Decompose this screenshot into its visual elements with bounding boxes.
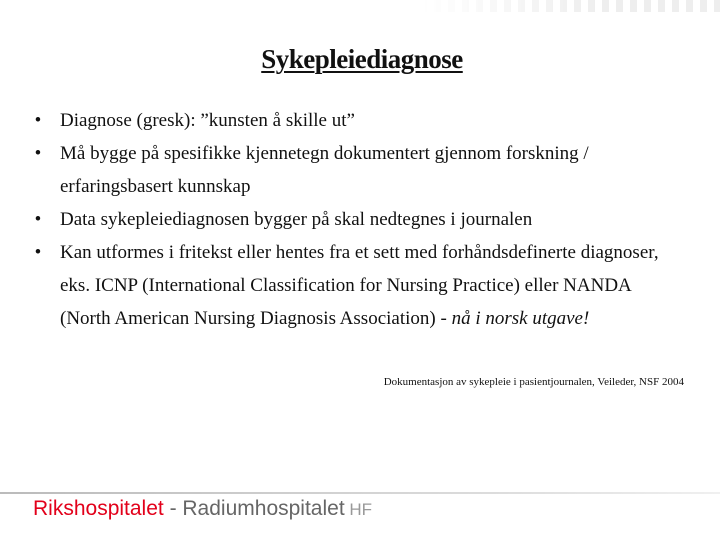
bullet-emphasis: nå i norsk utgave! [451,308,590,329]
bullet-dot-icon: • [34,242,42,263]
bullet-dot-icon: • [34,110,42,131]
bullet-text: Kan utformes i fritekst eller hentes fra et sett med forhåndsdefinerte diagnoser, eks. ICNP (International Classification for Nursing Practice) eller NANDA (North American Nursing Diagnosis Association) - [60,242,659,329]
bullet-dot-icon: • [34,143,42,164]
bullet-item [30,137,680,203]
bullet-item [30,236,680,335]
bullet-dot-icon: • [34,209,42,230]
slide-title: Sykepleiediagnose [261,44,463,74]
hospital-logo [33,497,372,521]
bullet-text: Data sykepleiediagnosen bygger på skal nedtegnes i journalen [60,209,533,230]
bullet-text: Må bygge på spesifikke kjennetegn dokumentert gjennom forskning / erfaringsbasert kunnskap [60,143,589,197]
bullet-list [30,104,680,335]
logo-part-rikshospitalet: Rikshospitalet [33,497,164,520]
logo-part-radiumhospitalet: - Radiumhospitalet [163,497,345,520]
decorative-stripes [420,0,720,12]
logo-part-hf: HF [344,500,373,519]
bullet-item [30,104,680,137]
footer-divider [0,492,720,494]
reference-citation: Dokumentasjon av sykepleie i pasientjournalen, Veileder, NSF 2004 [383,376,684,388]
bullet-item [30,203,680,236]
bullet-text: Diagnose (gresk): ”kunsten å skille ut” [60,110,355,131]
